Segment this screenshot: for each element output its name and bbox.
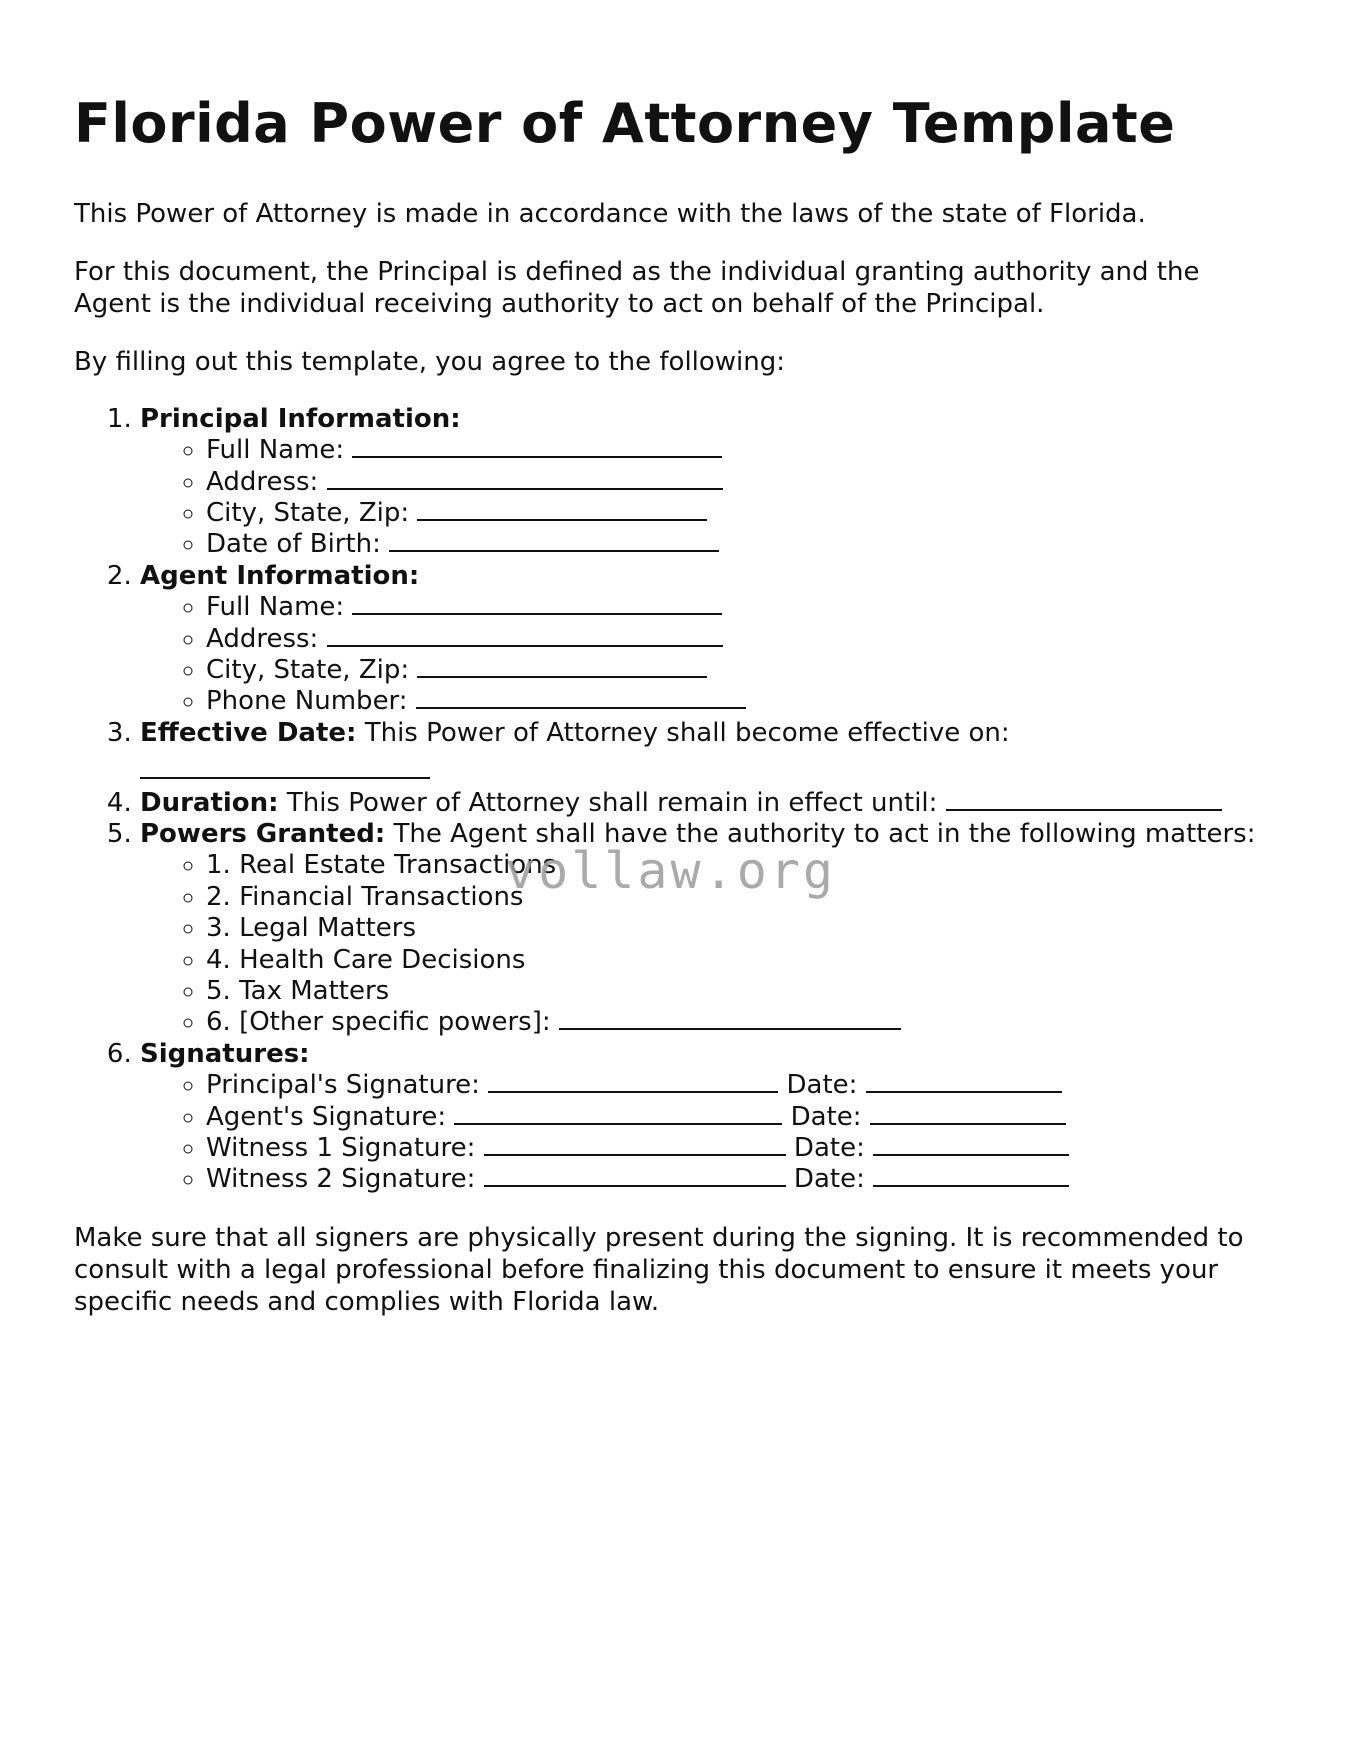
date-label: Date: [790, 1101, 862, 1132]
effective-date-heading: Effective Date: [140, 717, 357, 748]
page-title: Florida Power of Attorney Template [74, 92, 1176, 155]
watermark: vollaw.org [505, 842, 837, 900]
list-item [206, 529, 1284, 560]
principal-section [140, 404, 1284, 561]
other-powers-blank[interactable] [559, 1008, 901, 1030]
agent-city-state-zip-blank[interactable] [417, 656, 707, 678]
signature-label: Witness 1 Signature: [206, 1133, 476, 1164]
document-page [74, 92, 1284, 1344]
list-item [206, 624, 1284, 655]
other-powers-label: 6. [Other specific powers]: [206, 1007, 551, 1038]
effective-date-blank[interactable] [140, 757, 430, 779]
principal-full-name-blank[interactable] [352, 436, 722, 458]
date-label: Date: [793, 1133, 865, 1164]
agent-full-name-blank[interactable] [352, 593, 722, 615]
effective-date-text: This Power of Attorney shall become effective on: [364, 717, 1010, 748]
list-item [206, 686, 1284, 717]
powers-heading: Powers Granted: [140, 819, 386, 849]
field-label: Full Name: [206, 435, 345, 466]
agent-section [140, 561, 1284, 718]
field-label: City, State, Zip: [206, 654, 410, 685]
principal-dob-blank[interactable] [389, 530, 719, 552]
signatures-heading: Signatures: [140, 1038, 310, 1069]
principal-address-blank[interactable] [327, 468, 723, 490]
agent-fields [140, 592, 1284, 718]
effective-date-section [140, 718, 1220, 788]
principal-date-blank[interactable] [866, 1071, 1062, 1093]
signatures-list [140, 1070, 1284, 1196]
principal-heading: Principal Information: [140, 403, 461, 434]
list-item [206, 435, 1284, 466]
principal-city-state-zip-blank[interactable] [417, 499, 707, 521]
list-item: ◦ 4. Health Care Decisions [206, 945, 1284, 976]
list-item [206, 592, 1284, 623]
field-label: Phone Number: [206, 686, 408, 717]
agent-date-blank[interactable] [870, 1103, 1066, 1125]
list-item [206, 1102, 1284, 1133]
field-label: Address: [206, 466, 319, 497]
list-item [206, 1164, 1284, 1195]
duration-blank[interactable] [946, 789, 1222, 811]
witness2-signature-blank[interactable] [484, 1165, 786, 1187]
field-label: City, State, Zip: [206, 497, 410, 528]
witness1-date-blank[interactable] [873, 1134, 1069, 1156]
duration-text: This Power of Attorney shall remain in effect until: [286, 787, 938, 818]
witness1-signature-blank[interactable] [484, 1134, 786, 1156]
signature-label: Witness 2 Signature: [206, 1164, 476, 1195]
list-item [206, 1007, 1284, 1038]
field-label: Full Name: [206, 592, 345, 623]
definition-paragraph: For this document, the Principal is defined as the individual granting authority and the Agent is the individual receiving authority to act on behalf of the Principal. [74, 256, 1200, 319]
field-label: Address: [206, 623, 319, 654]
list-item: ◦ 5. Tax Matters [206, 976, 1284, 1007]
signatures-section [140, 1039, 1284, 1196]
signature-label: Principal's Signature: [206, 1070, 480, 1101]
list-item [206, 498, 1284, 529]
powers-text: The Agent shall have the authority to act in the following matters: [393, 819, 1256, 849]
duration-heading: Duration: [140, 787, 279, 818]
agreement-paragraph: By filling out this template, you agree to the following: [74, 346, 786, 377]
list-item [206, 1070, 1284, 1101]
list-item [206, 1133, 1284, 1164]
list-item: ◦ 1. Real Estate Transactions [206, 850, 1284, 881]
date-label: Date: [786, 1070, 858, 1101]
list-item: ◦ 2. Financial Transactions [206, 882, 1284, 913]
principal-fields [140, 435, 1284, 561]
terms-list [74, 404, 1284, 1196]
intro-paragraph: This Power of Attorney is made in accordance with the laws of the state of Florida. [74, 198, 1146, 229]
list-item [206, 655, 1284, 686]
duration-section [140, 788, 1284, 819]
signature-label: Agent's Signature: [206, 1101, 447, 1132]
agent-phone-blank[interactable] [416, 687, 746, 709]
principal-signature-blank[interactable] [488, 1071, 778, 1093]
date-label: Date: [793, 1164, 865, 1195]
list-item [206, 467, 1284, 498]
agent-heading: Agent Information: [140, 560, 420, 591]
agent-address-blank[interactable] [327, 625, 723, 647]
field-label: Date of Birth: [206, 529, 381, 560]
witness2-date-blank[interactable] [873, 1165, 1069, 1187]
closing-paragraph: Make sure that all signers are physically present during the signing. It is recommended to consult with a legal professional before finalizing this document to ensure it meets your specific needs and complies with Florida law. [74, 1222, 1244, 1317]
agent-signature-blank[interactable] [454, 1103, 782, 1125]
list-item: ◦ 3. Legal Matters [206, 913, 1284, 944]
